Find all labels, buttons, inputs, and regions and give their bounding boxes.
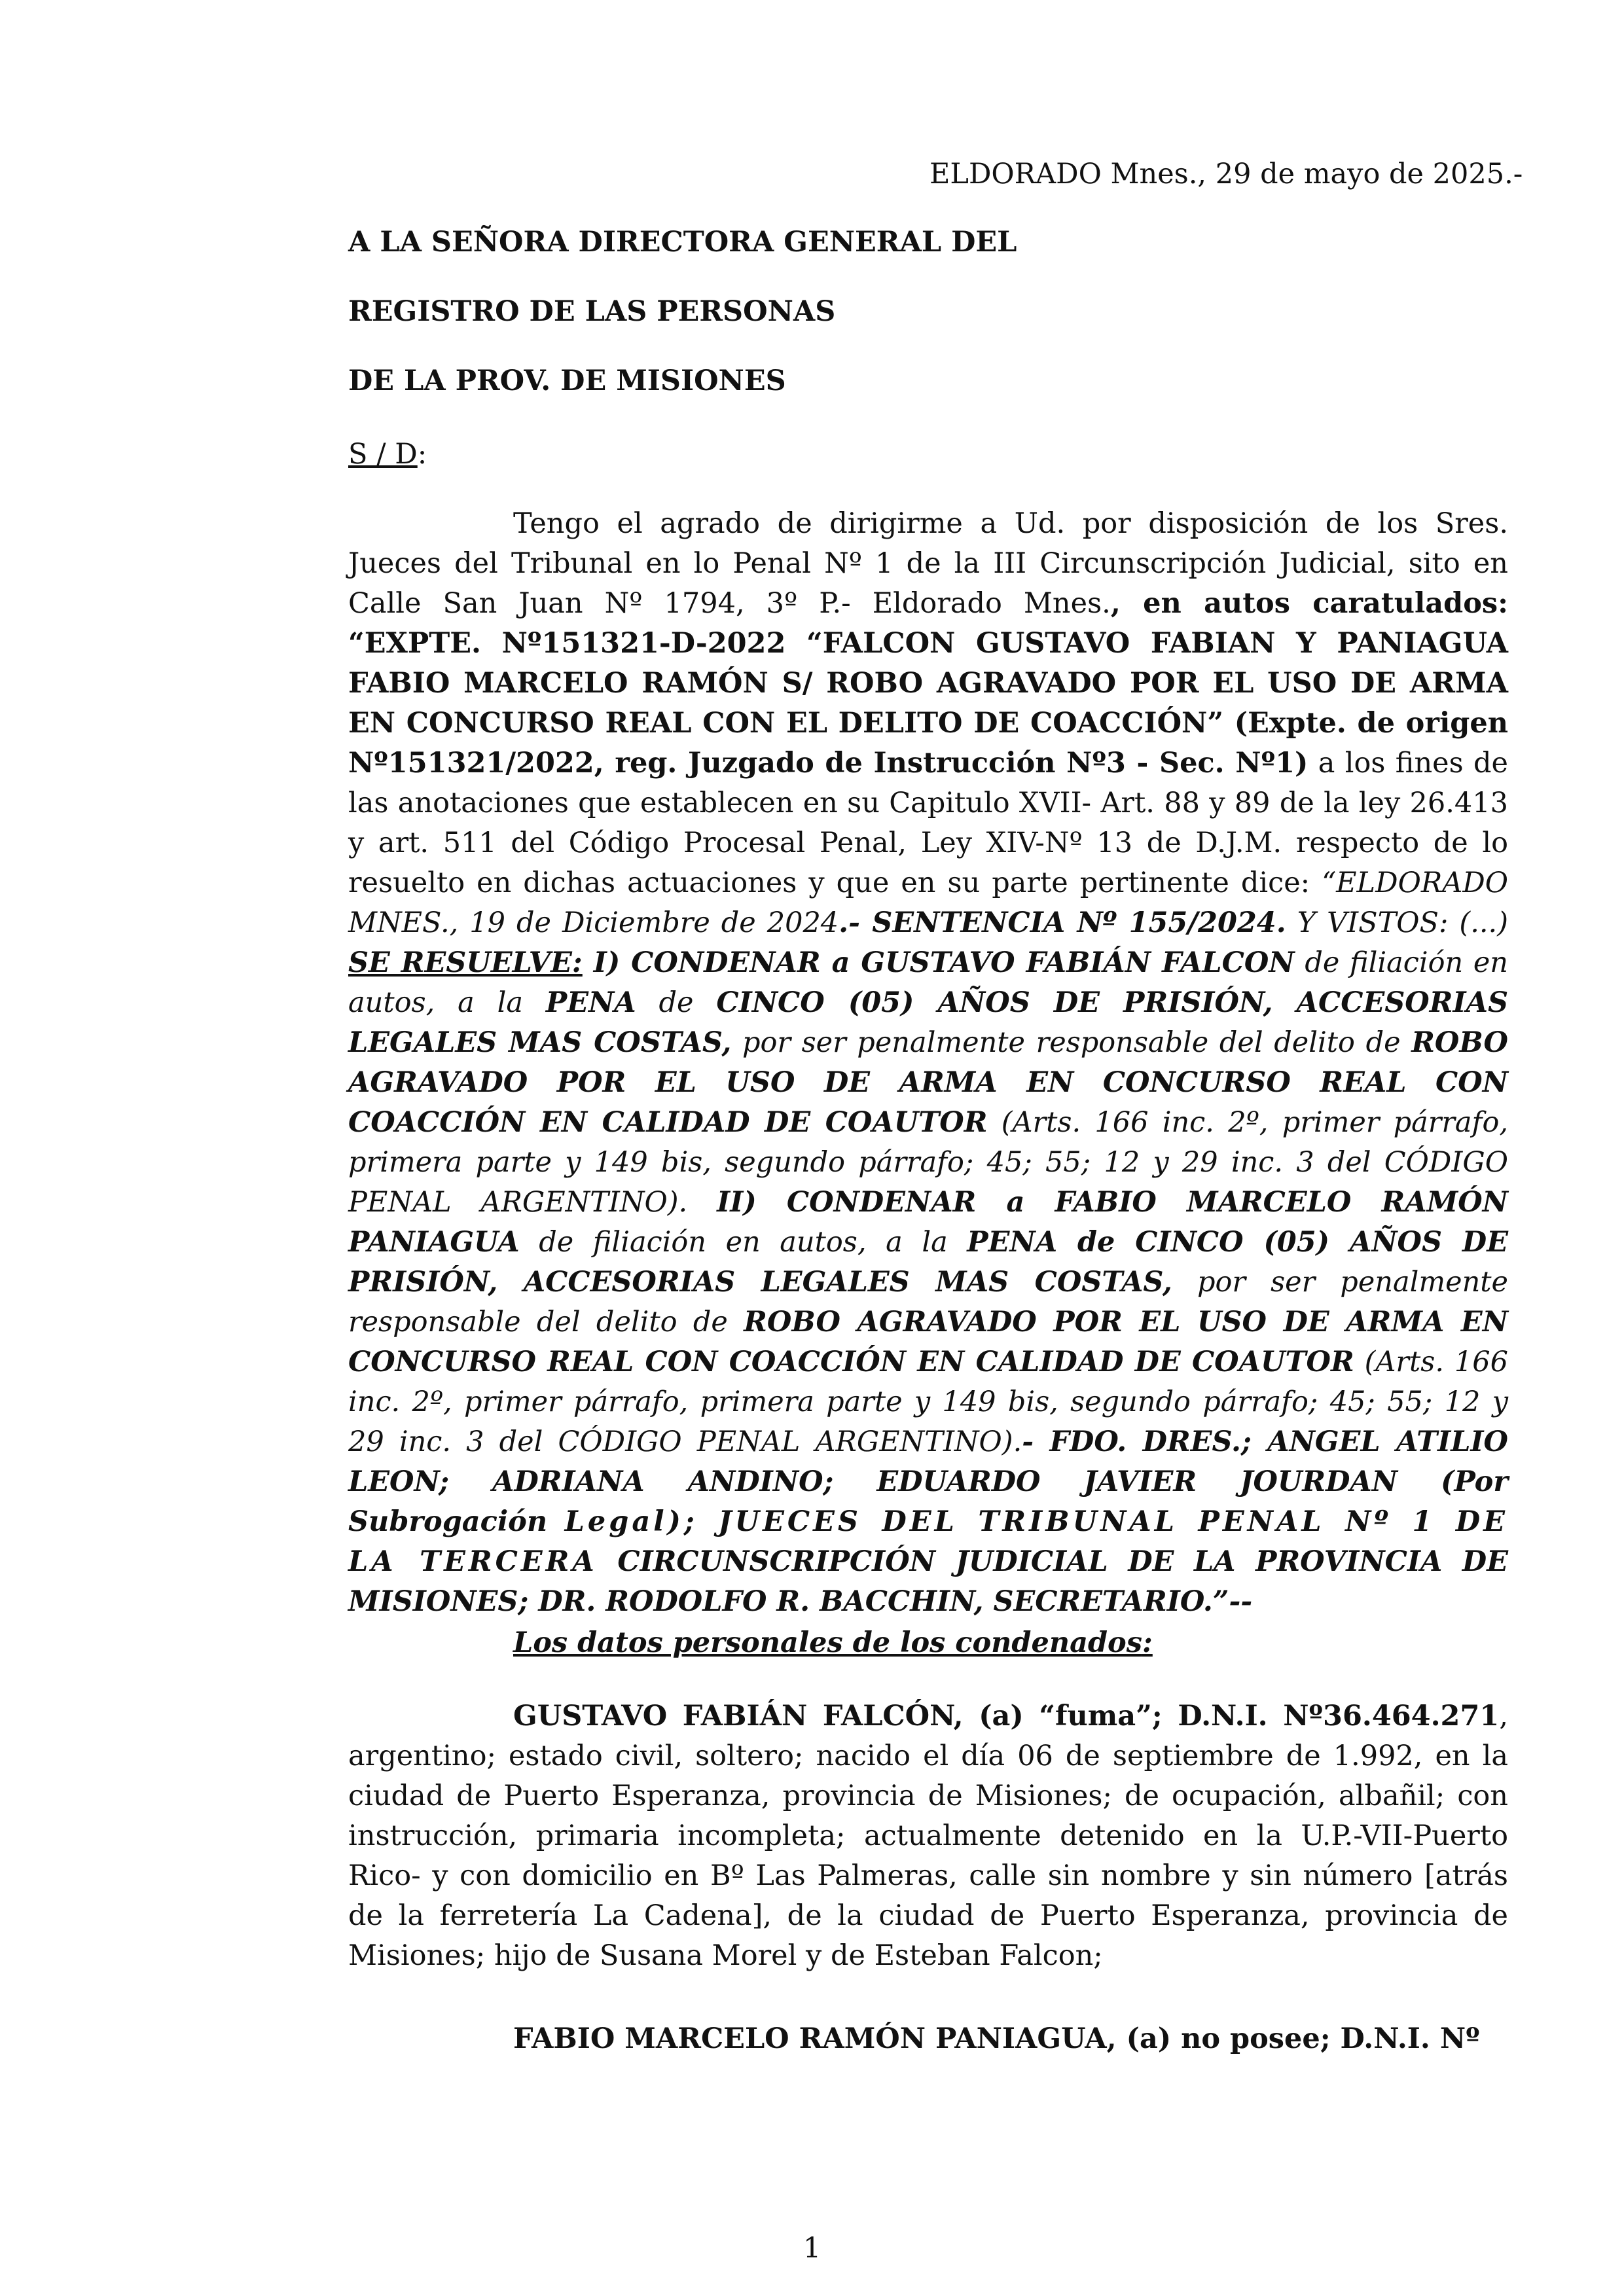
jueces-tribunal: Legal); JUECES DEL TRIBUNAL PENAL Nº 1 DE LA TERCERA — [348, 1505, 1508, 1578]
main-paragraph-text — [348, 504, 1508, 1622]
delito-1: ROBO AGRAVADO POR EL USO DE ARMA EN CONCURSO REAL CON COACCIÓN EN CALIDAD DE COAUTOR — [348, 1026, 1508, 1139]
firmantes: - FDO. DRES.; ANGEL ATILIO LEON; ADRIANA ANDINO; EDUARDO JAVIER JOURDAN (Por Subrogación — [348, 1426, 1509, 1538]
condena-1: I) CONDENAR a GUSTAVO FABIÁN FALCON — [582, 946, 1295, 979]
filiacion-2: de filiación en autos, a la — [519, 1226, 967, 1259]
arts-2: (Arts. 166 inc. 2º, primer párrafo, primera parte y 149 bis, segundo párrafo; 45; 55; 12 y 29 inc. 3 del CÓDIGO PENAL ARGENTINO). — [348, 1346, 1508, 1458]
addressee-line-1: A LA SEÑORA DIRECTORA GENERAL DEL — [348, 226, 1017, 259]
date-line: ELDORADO Mnes., 29 de mayo de 2025.- — [929, 158, 1523, 190]
responsable-2: por ser penalmente responsable del delito de — [348, 1266, 1509, 1338]
case-title: “EXPTE. Nº151321-D-2022 “FALCON GUSTAVO FABIAN Y PANIAGUA FABIO MARCELO RAMÓN S/ ROBO AGRAVADO POR EL USO DE ARMA EN CONCURSO REAL CON EL DELITO DE COACCIÓN” (Expte. de origen Nº151321/2022, reg. Juzgado de Instrucción Nº3 - Sec. Nº1) — [348, 627, 1508, 780]
filiacion-1: de filiación en autos, a la — [348, 946, 1509, 1019]
cinco-anos-1: CINCO (05) AÑOS DE PRISIÓN, ACCESORIAS LEGALES MAS COSTAS, — [348, 986, 1509, 1059]
y-vistos: Y VISTOS: (...) — [1286, 906, 1508, 939]
addressee-line-3: DE LA PROV. DE MISIONES — [348, 365, 786, 397]
delito-2: ROBO AGRAVADO POR EL USO DE ARMA EN CONCURSO REAL CON COACCIÓN EN CALIDAD DE COAUTOR — [348, 1306, 1508, 1378]
responsable-1: por ser penalmente responsable del delito de — [731, 1026, 1412, 1059]
p1-intro-punct: , en autos caratulados: — [1110, 587, 1508, 620]
salutation-sd — [348, 435, 427, 474]
quote-date: “ELDORADO MNES., 19 de Diciembre de 2024 — [348, 867, 1508, 939]
arts-1: (Arts. 166 inc. 2º, primer párrafo, primera parte y 149 bis, segundo párrafo; 45; 55; 12 y 29 inc. 3 del CÓDIGO PENAL ARGENTINO). — [348, 1106, 1509, 1219]
sentence-number: .- SENTENCIA Nº 155/2024. — [839, 906, 1286, 939]
condena-2: II) CONDENAR a FABIO MARCELO RAMÓN PANIAGUA — [348, 1186, 1508, 1259]
person-1-name: GUSTAVO FABIÁN FALCÓN, (a) “fuma”; D.N.I. Nº36.464.271 — [513, 1700, 1500, 1732]
sd-text: S / D — [348, 438, 418, 471]
section-heading — [513, 1623, 1153, 1663]
circunscripcion-secretario: CIRCUNSCRIPCIÓN JUDICIAL DE LA PROVINCIA DE MISIONES; DR. RODOLFO R. BACCHIN, SECRETARIO.”-- — [348, 1545, 1508, 1618]
section-heading-colon: : — [1142, 1626, 1153, 1659]
person-1-paragraph — [348, 1696, 1508, 1976]
person-2-name: FABIO MARCELO RAMÓN PANIAGUA, (a) no posee; D.N.I. Nº — [513, 2022, 1480, 2055]
addressee-line-2: REGISTRO DE LAS PERSONAS — [348, 295, 836, 328]
person-2-paragraph — [348, 2019, 1508, 2059]
sd-colon: : — [417, 438, 427, 471]
se-resuelve: SE RESUELVE: — [348, 946, 583, 979]
main-paragraph — [348, 504, 1508, 1622]
p1-intro: Tengo el agrado de dirigirme a Ud. por disposición de los Sres. Jueces del Tribunal en lo Penal Nº 1 de la III Circunscripción Judicial, sito en Calle San Juan Nº 1794, 3º P.- Eldorado Mnes. — [348, 507, 1508, 620]
person-2-text — [348, 2019, 1508, 2059]
page-number: 1 — [803, 2232, 821, 2265]
person-1-text — [348, 1696, 1508, 1976]
de-1: de — [636, 986, 717, 1019]
p1-purpose: a los fines de las anotaciones que establecen en su Capitulo XVII- Art. 88 y 89 de la ley 26.413 y art. 511 del Código Procesal Penal, Ley XIV-Nº 13 de D.J.M. respecto de lo resuelto en dichas actuaciones y que en su parte pertinente dice: — [348, 747, 1508, 899]
section-heading-text: Los datos personales de los condenados — [513, 1626, 1142, 1659]
pena-1: PENA — [545, 986, 636, 1019]
pena-2: PENA de CINCO (05) AÑOS DE PRISIÓN, ACCESORIAS LEGALES MAS COSTAS, — [348, 1226, 1508, 1299]
person-1-details: , argentino; estado civil, soltero; nacido el día 06 de septiembre de 1.992, en la ciudad de Puerto Esperanza, provincia de Misiones; de ocupación, albañil; con instrucción, primaria incompleta; actualmente detenido en la U.P.-VII-Puerto Rico- y con domicilio en Bº Las Palmeras, calle sin nombre y sin número [atrás de la ferretería La Cadena], de la ciudad de Puerto Esperanza, provincia de Misiones; hijo de Susana Morel y de Esteban Falcon; — [348, 1700, 1508, 1972]
